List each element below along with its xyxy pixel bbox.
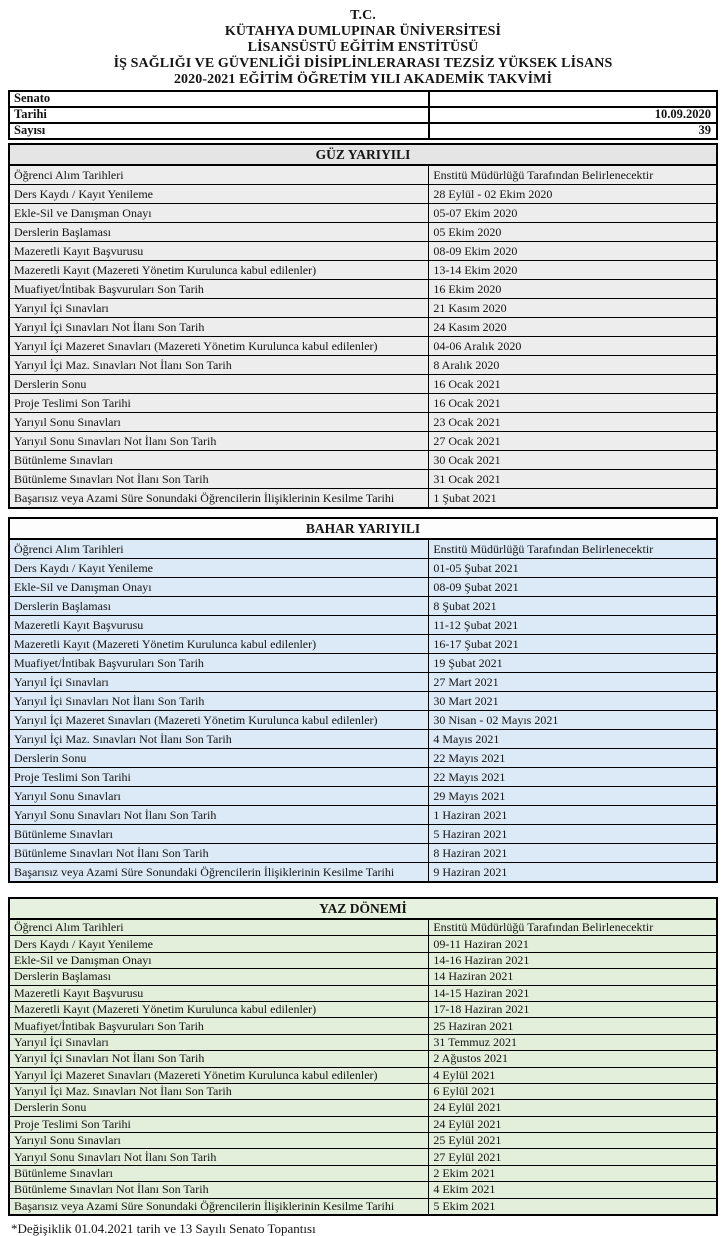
event-date: Enstitü Müdürlüğü Tarafından Belirlenecektir xyxy=(429,165,717,185)
event-date: 19 Şubat 2021 xyxy=(429,654,717,673)
table-row xyxy=(9,597,717,616)
table-row xyxy=(9,844,717,863)
event-date: 1 Şubat 2021 xyxy=(429,489,717,509)
event-label: Bütünleme Sınavları Not İlanı Son Tarih xyxy=(9,1182,429,1198)
event-label: Yarıyıl İçi Mazeret Sınavları (Mazereti Yönetim Kurulunca kabul edilenler) xyxy=(9,711,429,730)
table-row xyxy=(9,451,717,470)
event-label: Mazeretli Kayıt Başvurusu xyxy=(9,242,429,261)
event-date: 6 Eylül 2021 xyxy=(429,1083,717,1099)
event-label: Derslerin Sonu xyxy=(9,375,429,394)
event-date: 04-06 Aralık 2020 xyxy=(429,337,717,356)
event-date: 27 Mart 2021 xyxy=(429,673,717,692)
table-row xyxy=(9,204,717,223)
event-label: Başarısız veya Azami Süre Sonundaki Öğrencilerin İlişiklerinin Kesilme Tarihi xyxy=(9,489,429,509)
table-yaz-donemi xyxy=(8,897,718,1216)
section-header-row xyxy=(9,898,717,919)
table-row xyxy=(9,1182,717,1198)
section-header-row xyxy=(9,518,717,539)
event-date: 31 Temmuz 2021 xyxy=(429,1034,717,1050)
event-label: Muafiyet/İntibak Başvuruları Son Tarih xyxy=(9,1018,429,1034)
event-date: 09-11 Haziran 2021 xyxy=(429,936,717,952)
event-date: 4 Mayıs 2021 xyxy=(429,730,717,749)
event-label: Öğrenci Alım Tarihleri xyxy=(9,165,429,185)
table-row xyxy=(9,1149,717,1165)
table-row xyxy=(9,1165,717,1181)
change-footnote: *Değişiklik 01.04.2021 tarih ve 13 Sayılı Senato Topantısı xyxy=(11,1221,316,1236)
event-date: 28 Eylül - 02 Ekim 2020 xyxy=(429,185,717,204)
event-label: Derslerin Sonu xyxy=(9,749,429,768)
senate-label: Senato xyxy=(9,91,429,107)
event-label: Yarıyıl Sonu Sınavları xyxy=(9,413,429,432)
section-title: GÜZ YARIYILI xyxy=(9,144,717,165)
table-row xyxy=(9,936,717,952)
event-date: 14 Haziran 2021 xyxy=(429,969,717,985)
event-label: Derslerin Başlaması xyxy=(9,969,429,985)
section-title: YAZ DÖNEMİ xyxy=(9,898,717,919)
table-row xyxy=(9,919,717,936)
event-date: 30 Nisan - 02 Mayıs 2021 xyxy=(429,711,717,730)
event-label: Ekle-Sil ve Danışman Onayı xyxy=(9,204,429,223)
event-date: 8 Haziran 2021 xyxy=(429,844,717,863)
event-label: Mazeretli Kayıt (Mazereti Yönetim Kurulunca kabul edilenler) xyxy=(9,1001,429,1017)
senate-value xyxy=(429,91,717,107)
event-label: Yarıyıl Sonu Sınavları xyxy=(9,787,429,806)
event-date: 8 Aralık 2020 xyxy=(429,356,717,375)
table-row xyxy=(9,1018,717,1034)
event-label: Mazeretli Kayıt Başvurusu xyxy=(9,616,429,635)
event-label: Bütünleme Sınavları xyxy=(9,1165,429,1181)
section-header-row xyxy=(9,144,717,165)
event-label: Derslerin Sonu xyxy=(9,1100,429,1116)
table-row xyxy=(9,806,717,825)
table-row xyxy=(9,985,717,1001)
senate-date-label: Tarihi xyxy=(9,107,429,123)
table-row xyxy=(9,768,717,787)
event-date: 24 Eylül 2021 xyxy=(429,1116,717,1132)
table-row xyxy=(9,749,717,768)
event-date: Enstitü Müdürlüğü Tarafından Belirlenecektir xyxy=(429,539,717,559)
event-date: 4 Eylül 2021 xyxy=(429,1067,717,1083)
event-date: 16 Ocak 2021 xyxy=(429,394,717,413)
section-title: BAHAR YARIYILI xyxy=(9,518,717,539)
senate-date-value: 10.09.2020 xyxy=(429,107,717,123)
event-date: 25 Eylül 2021 xyxy=(429,1133,717,1149)
title-line-tc: T.C. xyxy=(350,8,376,23)
event-label: Mazeretli Kayıt (Mazereti Yönetim Kurulunca kabul edilenler) xyxy=(9,261,429,280)
table-row xyxy=(9,91,717,107)
event-date: 11-12 Şubat 2021 xyxy=(429,616,717,635)
title-line-institute: LİSANSÜSTÜ EĞİTİM ENSTİTÜSÜ xyxy=(247,40,479,55)
event-label: Derslerin Başlaması xyxy=(9,223,429,242)
title-line-calendar: 2020-2021 EĞİTİM ÖĞRETİM YILI AKADEMİK TAKVİMİ xyxy=(173,72,553,87)
table-row xyxy=(9,1051,717,1067)
table-row xyxy=(9,107,717,123)
table-row xyxy=(9,635,717,654)
event-label: Proje Teslimi Son Tarihi xyxy=(9,768,429,787)
event-date: 1 Haziran 2021 xyxy=(429,806,717,825)
table-row xyxy=(9,318,717,337)
event-label: Yarıyıl İçi Sınavları Not İlanı Son Tarih xyxy=(9,692,429,711)
event-date: 22 Mayıs 2021 xyxy=(429,768,717,787)
table-row xyxy=(9,299,717,318)
event-label: Bütünleme Sınavları xyxy=(9,451,429,470)
event-date: 30 Ocak 2021 xyxy=(429,451,717,470)
table-row xyxy=(9,470,717,489)
event-label: Muafiyet/İntibak Başvuruları Son Tarih xyxy=(9,654,429,673)
event-date: 17-18 Haziran 2021 xyxy=(429,1001,717,1017)
table-row xyxy=(9,413,717,432)
event-date: 30 Mart 2021 xyxy=(429,692,717,711)
event-date: 5 Ekim 2021 xyxy=(429,1198,717,1215)
event-label: Yarıyıl Sonu Sınavları Not İlanı Son Tarih xyxy=(9,432,429,451)
table-row xyxy=(9,539,717,559)
table-row xyxy=(9,489,717,509)
event-label: Bütünleme Sınavları Not İlanı Son Tarih xyxy=(9,470,429,489)
table-row xyxy=(9,223,717,242)
event-label: Proje Teslimi Son Tarihi xyxy=(9,1116,429,1132)
table-row xyxy=(9,559,717,578)
senate-meta-table xyxy=(8,90,718,140)
table-row xyxy=(9,1133,717,1149)
table-row xyxy=(9,242,717,261)
event-label: Bütünleme Sınavları xyxy=(9,825,429,844)
event-date: 9 Haziran 2021 xyxy=(429,863,717,883)
table-row xyxy=(9,578,717,597)
event-date: 25 Haziran 2021 xyxy=(429,1018,717,1034)
event-label: Yarıyıl Sonu Sınavları Not İlanı Son Tarih xyxy=(9,806,429,825)
event-date: 27 Eylül 2021 xyxy=(429,1149,717,1165)
event-label: Öğrenci Alım Tarihleri xyxy=(9,539,429,559)
event-label: Mazeretli Kayıt Başvurusu xyxy=(9,985,429,1001)
table-row xyxy=(9,1034,717,1050)
event-date: 27 Ocak 2021 xyxy=(429,432,717,451)
event-label: Yarıyıl İçi Maz. Sınavları Not İlanı Son Tarih xyxy=(9,1083,429,1099)
event-label: Öğrenci Alım Tarihleri xyxy=(9,919,429,936)
event-label: Ders Kaydı / Kayıt Yenileme xyxy=(9,185,429,204)
event-date: 29 Mayıs 2021 xyxy=(429,787,717,806)
event-date: 08-09 Ekim 2020 xyxy=(429,242,717,261)
event-date: 8 Şubat 2021 xyxy=(429,597,717,616)
event-label: Ders Kaydı / Kayıt Yenileme xyxy=(9,559,429,578)
document-title-block xyxy=(8,8,718,88)
table-row xyxy=(9,375,717,394)
table-row xyxy=(9,394,717,413)
table-row xyxy=(9,787,717,806)
table-row xyxy=(9,261,717,280)
event-label: Yarıyıl İçi Sınavları Not İlanı Son Tarih xyxy=(9,318,429,337)
table-row xyxy=(9,863,717,883)
table-row xyxy=(9,165,717,185)
table-row xyxy=(9,969,717,985)
event-date: 14-15 Haziran 2021 xyxy=(429,985,717,1001)
event-label: Yarıyıl İçi Sınavları xyxy=(9,1034,429,1050)
table-row xyxy=(9,654,717,673)
event-date: 2 Ağustos 2021 xyxy=(429,1051,717,1067)
table-row xyxy=(9,432,717,451)
senate-number-value: 39 xyxy=(429,123,717,139)
event-date: 22 Mayıs 2021 xyxy=(429,749,717,768)
event-date: 05 Ekim 2020 xyxy=(429,223,717,242)
event-date: 4 Ekim 2021 xyxy=(429,1182,717,1198)
event-label: Yarıyıl İçi Mazeret Sınavları (Mazereti Yönetim Kurulunca kabul edilenler) xyxy=(9,337,429,356)
title-line-university: KÜTAHYA DUMLUPINAR ÜNİVERSİTESİ xyxy=(224,24,502,39)
event-date: 13-14 Ekim 2020 xyxy=(429,261,717,280)
event-date: Enstitü Müdürlüğü Tarafından Belirlenecektir xyxy=(429,919,717,936)
event-date: 05-07 Ekim 2020 xyxy=(429,204,717,223)
event-date: 16 Ocak 2021 xyxy=(429,375,717,394)
event-date: 24 Kasım 2020 xyxy=(429,318,717,337)
event-label: Yarıyıl İçi Maz. Sınavları Not İlanı Son Tarih xyxy=(9,356,429,375)
event-label: Ekle-Sil ve Danışman Onayı xyxy=(9,952,429,968)
senate-number-label: Sayısı xyxy=(9,123,429,139)
event-label: Muafiyet/İntibak Başvuruları Son Tarih xyxy=(9,280,429,299)
table-row xyxy=(9,185,717,204)
event-date: 5 Haziran 2021 xyxy=(429,825,717,844)
event-label: Ders Kaydı / Kayıt Yenileme xyxy=(9,936,429,952)
table-row xyxy=(9,280,717,299)
event-label: Yarıyıl Sonu Sınavları xyxy=(9,1133,429,1149)
event-label: Yarıyıl İçi Sınavları xyxy=(9,673,429,692)
event-label: Derslerin Başlaması xyxy=(9,597,429,616)
event-date: 16 Ekim 2020 xyxy=(429,280,717,299)
table-row xyxy=(9,337,717,356)
event-label: Ekle-Sil ve Danışman Onayı xyxy=(9,578,429,597)
event-label: Proje Teslimi Son Tarihi xyxy=(9,394,429,413)
table-row xyxy=(9,1100,717,1116)
event-date: 31 Ocak 2021 xyxy=(429,470,717,489)
table-row xyxy=(9,711,717,730)
event-label: Başarısız veya Azami Süre Sonundaki Öğrencilerin İlişiklerinin Kesilme Tarihi xyxy=(9,863,429,883)
event-date: 23 Ocak 2021 xyxy=(429,413,717,432)
academic-calendar-document xyxy=(8,0,718,1236)
event-date: 08-09 Şubat 2021 xyxy=(429,578,717,597)
table-row xyxy=(9,123,717,139)
event-label: Yarıyıl Sonu Sınavları Not İlanı Son Tarih xyxy=(9,1149,429,1165)
table-row xyxy=(9,616,717,635)
event-label: Yarıyıl İçi Sınavları xyxy=(9,299,429,318)
event-date: 14-16 Haziran 2021 xyxy=(429,952,717,968)
event-date: 21 Kasım 2020 xyxy=(429,299,717,318)
event-date: 24 Eylül 2021 xyxy=(429,1100,717,1116)
table-row xyxy=(9,692,717,711)
event-date: 01-05 Şubat 2021 xyxy=(429,559,717,578)
event-label: Yarıyıl İçi Sınavları Not İlanı Son Tarih xyxy=(9,1051,429,1067)
event-date: 2 Ekim 2021 xyxy=(429,1165,717,1181)
event-label: Yarıyıl İçi Mazeret Sınavları (Mazereti Yönetim Kurulunca kabul edilenler) xyxy=(9,1067,429,1083)
table-row xyxy=(9,952,717,968)
event-date: 16-17 Şubat 2021 xyxy=(429,635,717,654)
event-label: Yarıyıl İçi Maz. Sınavları Not İlanı Son Tarih xyxy=(9,730,429,749)
table-row xyxy=(9,1067,717,1083)
table-row xyxy=(9,825,717,844)
table-row xyxy=(9,730,717,749)
event-label: Başarısız veya Azami Süre Sonundaki Öğrencilerin İlişiklerinin Kesilme Tarihi xyxy=(9,1198,429,1215)
table-guz-yariyili xyxy=(8,143,718,509)
table-row xyxy=(9,356,717,375)
table-row xyxy=(9,1001,717,1017)
table-row xyxy=(9,673,717,692)
table-bahar-yariyili xyxy=(8,517,718,883)
title-line-program: İŞ SAĞLIĞI VE GÜVENLİĞİ DİSİPLİNLERARASI TEZSİZ YÜKSEK LİSANS xyxy=(113,56,613,71)
table-row xyxy=(9,1198,717,1215)
event-label: Bütünleme Sınavları Not İlanı Son Tarih xyxy=(9,844,429,863)
event-label: Mazeretli Kayıt (Mazereti Yönetim Kurulunca kabul edilenler) xyxy=(9,635,429,654)
table-row xyxy=(9,1083,717,1099)
table-row xyxy=(9,1116,717,1132)
